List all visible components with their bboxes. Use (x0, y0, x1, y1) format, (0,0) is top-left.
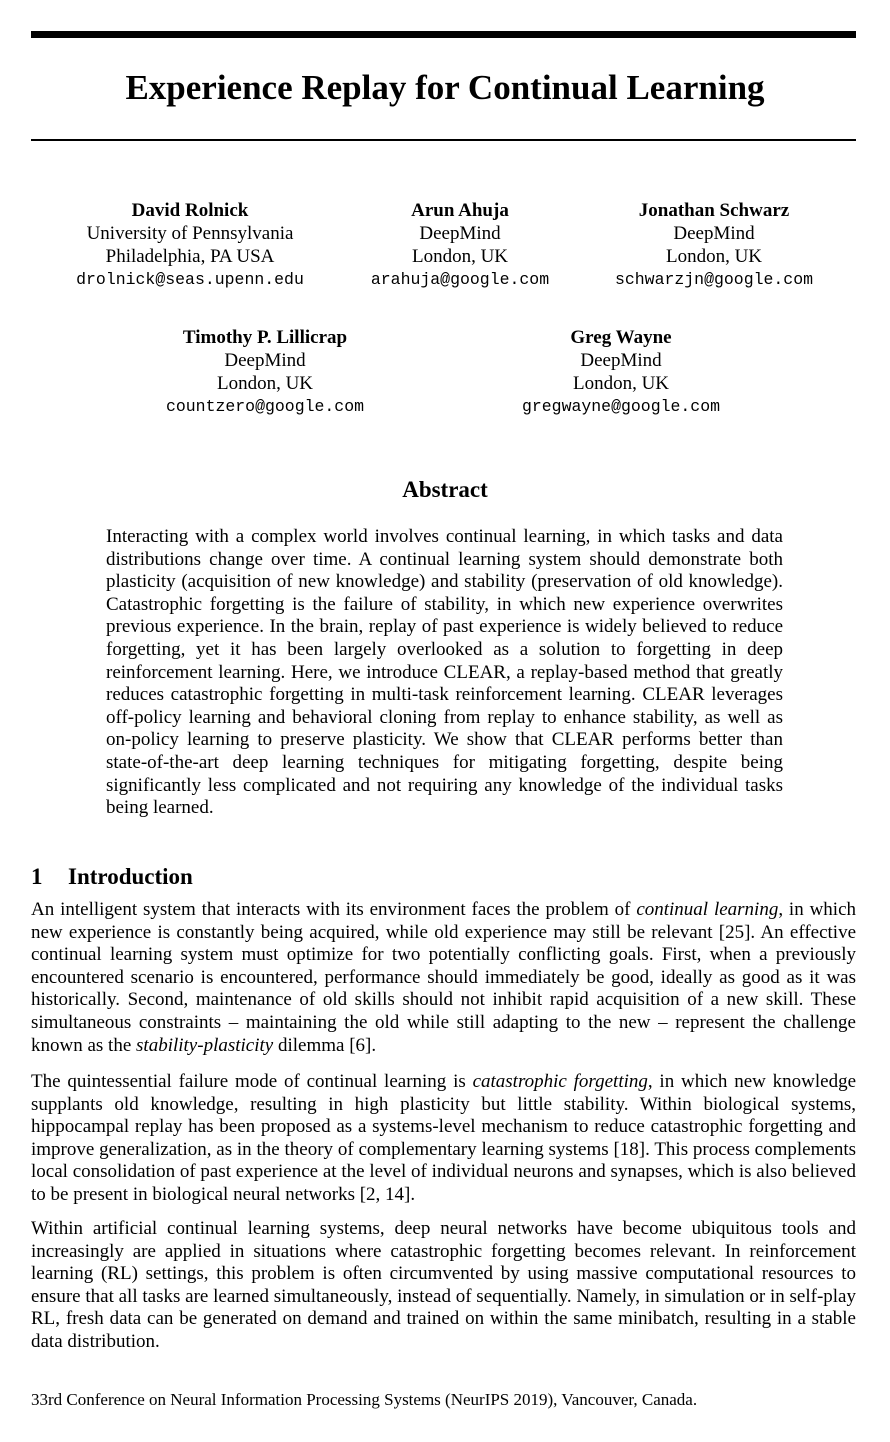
author-email: schwarzjn@google.com (614, 270, 814, 289)
author-name: Greg Wayne (570, 327, 672, 348)
section-number: 1 (31, 864, 43, 889)
author-name: David Rolnick (131, 200, 249, 221)
author-affiliation: University of Pennsylvania (86, 223, 294, 244)
title-rule (31, 139, 856, 141)
author-block (65, 199, 315, 291)
author-affiliation: DeepMind (580, 350, 662, 371)
intro-paragraph-2: The quintessential failure mode of continual learning is catastrophic forgetting, in which new knowledge supplants old knowledge, resulting in high plasticity but little stability. Within biological systems, hippocampal replay has been proposed as a systems-level mechanism to reduce catastrophic forgetting and improve generalization, as in the theory of complementary learning systems [18]. This process complements local consolidation of past experience at the level of individual neurons and synapses, which is also believed to be present in biological neural networks [2, 14]. (31, 1071, 857, 1205)
author-location: London, UK (411, 246, 509, 267)
author-location: London, UK (665, 246, 763, 267)
author-name: Jonathan Schwarz (638, 200, 790, 221)
author-name: Arun Ahuja (411, 200, 509, 221)
author-block (600, 199, 828, 291)
intro-paragraph-1: An intelligent system that interacts with its environment faces the problem of continual learning, in which new experience is constantly being acquired, while old experience may still be relevant [25]. An effective continual learning system must optimize for two potentially conflicting goals. First, when a previously encountered scenario is encountered, performance should immediately be good, ideally as good as it was historically. Second, maintenance of old skills should not inhibit rapid acquisition of a new skill. These simultaneous constraints – maintaining the old while still adapting to the new – represent the challenge known as the stability-plasticity dilemma [6]. (31, 899, 857, 1056)
author-location: London, UK (572, 373, 670, 394)
author-affiliation: DeepMind (224, 350, 306, 371)
author-location: London, UK (216, 373, 314, 394)
author-block (150, 326, 380, 418)
author-affiliation: DeepMind (419, 223, 501, 244)
section-heading (31, 862, 193, 892)
emphasis: catastrophic forgetting (472, 1071, 648, 1092)
author-email: arahuja@google.com (370, 270, 550, 289)
author-email: countzero@google.com (165, 397, 365, 416)
author-email: drolnick@seas.upenn.edu (76, 270, 304, 289)
author-location: Philadelphia, PA USA (105, 246, 275, 267)
abstract-text: Interacting with a complex world involves continual learning, in which tasks and data distributions change over time. A continual learning system should demonstrate both plasticity (acquisition of new knowledge) and stability (preservation of old knowledge). Catastrophic forgetting is the failure of stability, in which new experience overwrites previous experience. In the brain, replay of past experience is widely believed to reduce forgetting, yet it has been largely overlooked as a solution to forgetting in deep reinforcement learning. Here, we introduce CLEAR, a replay-based method that greatly reduces catastrophic forgetting in multi-task reinforcement learning. CLEAR leverages off-policy learning and behavioral cloning from replay to enhance stability, as well as on-policy learning to preserve plasticity. We show that CLEAR performs better than state-of-the-art deep learning techniques for mitigating forgetting, despite being significantly less complicated and not requiring any knowledge of the individual tasks being learned. (106, 526, 783, 819)
section-title: Introduction (68, 864, 193, 889)
author-email: gregwayne@google.com (521, 397, 721, 416)
top-rule (31, 31, 856, 38)
conference-footnote: 33rd Conference on Neural Information Processing Systems (NeurIPS 2019), Vancouver, Canada. (31, 1390, 698, 1409)
author-block (355, 199, 565, 291)
emphasis: continual learning (636, 899, 779, 920)
abstract-heading: Abstract (402, 477, 488, 502)
author-affiliation: DeepMind (673, 223, 755, 244)
author-name: Timothy P. Lillicrap (182, 327, 348, 348)
emphasis: stability-plasticity (136, 1034, 274, 1056)
author-block (505, 326, 737, 418)
intro-paragraph-3: Within artificial continual learning systems, deep neural networks have become ubiquitous tools and increasingly are applied in situations where catastrophic forgetting becomes relevant. In reinforcement learning (RL) settings, this problem is often circumvented by using massive computational resources to ensure that all tasks are learned simultaneously, instead of sequentially. Namely, in simulation or in self-play RL, fresh data can be generated on demand and trained on within the same minibatch, resulting in a stable data distribution. (31, 1218, 856, 1352)
paper-title: Experience Replay for Continual Learning (125, 68, 765, 107)
